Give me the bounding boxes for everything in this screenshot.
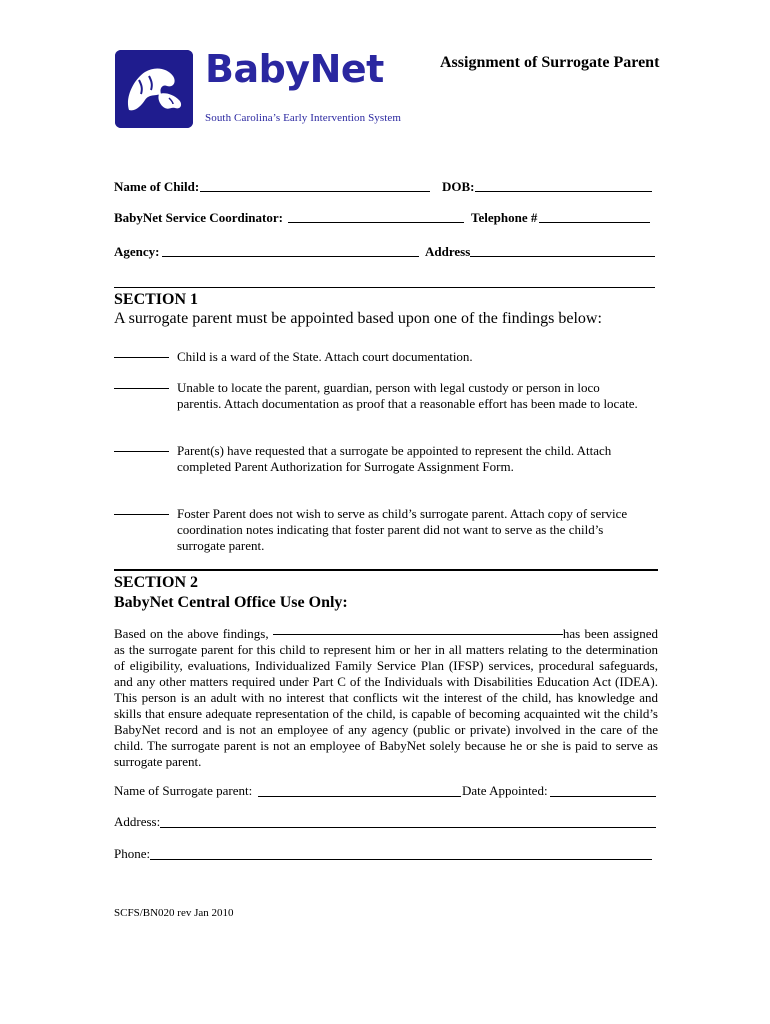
surrogate-name-field[interactable] bbox=[258, 796, 461, 797]
service-coordinator-label: BabyNet Service Coordinator: bbox=[114, 210, 283, 225]
agency-label: Agency: bbox=[114, 244, 160, 259]
telephone-field[interactable] bbox=[539, 222, 650, 223]
logo-tagline: South Carolina’s Early Intervention System bbox=[205, 112, 402, 124]
logo-wordmark: BabyNet bbox=[205, 47, 384, 91]
dob-field[interactable] bbox=[475, 191, 652, 192]
babynet-logo-image bbox=[115, 50, 193, 128]
assignment-paragraph: Based on the above findings, has been assigned as the surrogate parent for this child to represent him or her in all matters relating to the determination of eligibility, evaluations, Individualized Family Service Plan (IFSP) services, procedural safeguards, and any other matters required under Part C of the Individuals with Disabilities Education Act (IDEA). This person is an adult with no interest that conflicts wit the interest of the child, has knowledge and skills that ensure adequate representation of the child, is capable of becoming acquainted wit the child’s BabyNet record and is not an employee of any agency (public or private) involved in the care of the child. The surrogate parent is not an employee of BabyNet solely because he or she is paid to serve as surrogate parent. bbox=[114, 626, 659, 769]
dob-label: DOB: bbox=[442, 179, 475, 194]
finding-item: Unable to locate the parent, guardian, person with legal custody or person in loco parentis. Attach documentation as proof that a reasonable effort has been made to locate. bbox=[114, 380, 647, 412]
finding-item: Child is a ward of the State. Attach court documentation. bbox=[114, 349, 647, 365]
finding-checkbox-line[interactable] bbox=[114, 514, 169, 515]
surrogate-name-inline-field[interactable] bbox=[273, 634, 563, 635]
date-appointed-field[interactable] bbox=[550, 796, 656, 797]
address-continuation-field[interactable] bbox=[114, 287, 655, 288]
section1-subtitle: A surrogate parent must be appointed based upon one of the findings below: bbox=[114, 310, 602, 327]
finding-item: Parent(s) have requested that a surrogate be appointed to represent the child. Attach completed Parent Authorization for Surrogate Assignment Form. bbox=[114, 443, 647, 475]
surrogate-address-field[interactable] bbox=[160, 827, 656, 828]
surrogate-phone-field[interactable] bbox=[150, 859, 652, 860]
agency-field[interactable] bbox=[162, 256, 419, 257]
finding-checkbox-line[interactable] bbox=[114, 388, 169, 389]
finding-item: Foster Parent does not wish to serve as child’s surrogate parent. Attach copy of service coordination notes indicating that foster parent did not want to serve as the child’s surrogate parent. bbox=[114, 506, 647, 554]
date-appointed-label: Date Appointed: bbox=[462, 783, 548, 798]
surrogate-name-label: Name of Surrogate parent: bbox=[114, 783, 253, 798]
section2-subtitle: BabyNet Central Office Use Only: bbox=[114, 594, 348, 611]
address-label: Address bbox=[425, 244, 471, 259]
finding-checkbox-line[interactable] bbox=[114, 357, 169, 358]
surrogate-phone-label: Phone: bbox=[114, 846, 151, 861]
address-field[interactable] bbox=[470, 256, 655, 257]
form-footer-code: SCFS/BN020 rev Jan 2010 bbox=[114, 907, 234, 919]
document-title: Assignment of Surrogate Parent bbox=[440, 54, 660, 71]
finding-checkbox-line[interactable] bbox=[114, 451, 169, 452]
hands-icon bbox=[115, 50, 193, 128]
section2-title: SECTION 2 bbox=[114, 574, 199, 591]
section-divider bbox=[114, 569, 658, 571]
section1-title: SECTION 1 bbox=[114, 291, 199, 308]
surrogate-address-label: Address: bbox=[114, 814, 161, 829]
telephone-label: Telephone # bbox=[471, 210, 538, 225]
name-of-child-label: Name of Child: bbox=[114, 179, 200, 194]
name-of-child-field[interactable] bbox=[200, 191, 430, 192]
service-coordinator-field[interactable] bbox=[288, 222, 464, 223]
